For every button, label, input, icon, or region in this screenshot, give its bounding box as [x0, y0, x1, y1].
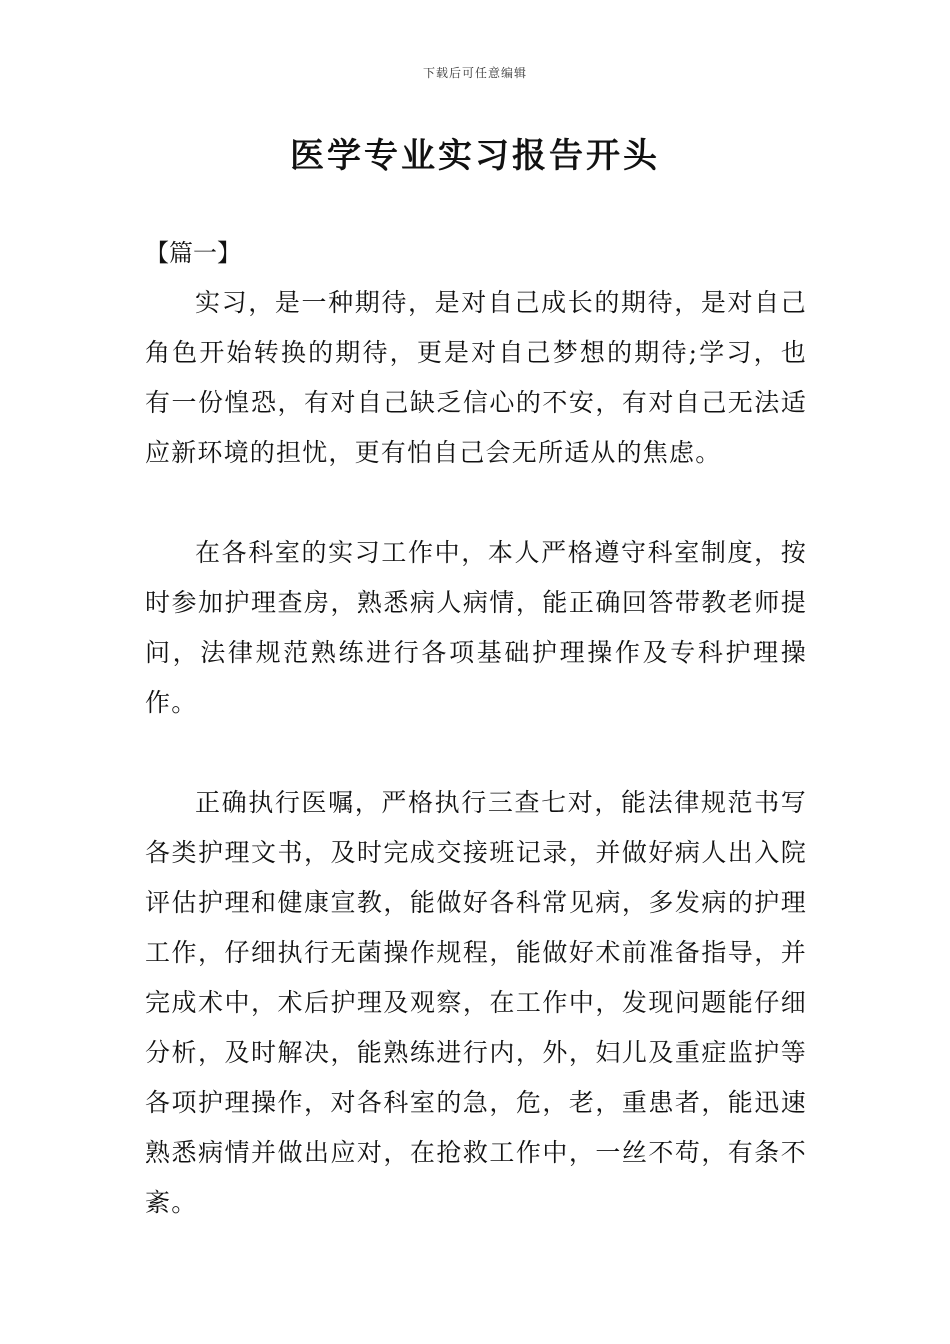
header-note: 下载后可任意编辑 — [422, 66, 527, 80]
section-label: 【篇一】 — [145, 239, 241, 267]
document-title: 医学专业实习报告开头 — [290, 136, 660, 176]
paragraph-1: 实习，是一种期待，是对自己成长的期待，是对自己角色开始转换的期待，更是对自己梦想的期待;学习，也有一份惶恐，有对自己缺乏信心的不安，有对自己无法适应新环境的担忧，更有怕自己会无所适从的焦虑。 — [145, 288, 807, 467]
paragraph-3: 正确执行医嘱，严格执行三查七对，能法律规范书写各类护理文书，及时完成交接班记录，并做好病人出入院评估护理和健康宣教，能做好各科常见病，多发病的护理工作，仔细执行无菌操作规程，能做好术前准备指导，并完成术中，术后护理及观察，在工作中，发现问题能仔细分析，及时解决，能熟练进行内，外，妇儿及重症监护等各项护理操作，对各科室的急，危，老，重患者，能迅速熟悉病情并做出应对，在抢救工作中，一丝不苟，有条不紊。 — [145, 788, 807, 1217]
document-body — [145, 228, 807, 1228]
paragraph-2: 在各科室的实习工作中，本人严格遵守科室制度，按时参加护理查房，熟悉病人病情，能正确回答带教老师提问，法律规范熟练进行各项基础护理操作及专科护理操作。 — [145, 538, 807, 717]
